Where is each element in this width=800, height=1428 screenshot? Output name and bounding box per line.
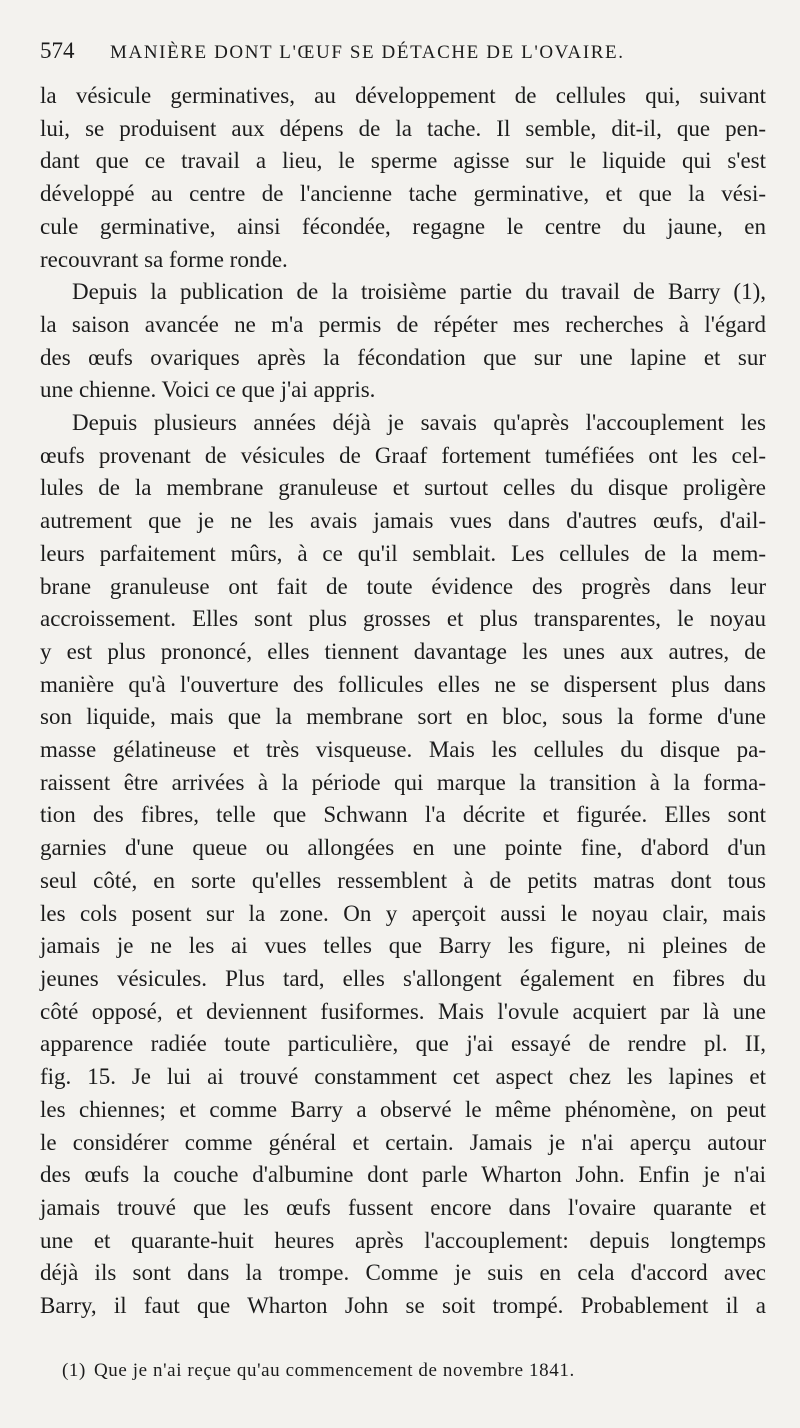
- text-line: des œufs la couche d'albumine dont parle Wharton John. Enfin je n'ai: [40, 1162, 766, 1188]
- text-line: la vésicule germinatives, au développement de cellules qui, suivant: [40, 83, 766, 108]
- text-line: œufs provenant de vésicules de Graaf fortement tuméfiées ont les cel-: [40, 442, 766, 468]
- text-line: raissent être arrivées à la période qui marque la transition à la forma-: [40, 769, 766, 795]
- text-line: tion des fibres, telle que Schwann l'a décrite et figurée. Elles sont: [40, 802, 766, 828]
- text-line: le considérer comme général et certain. Jamais je n'ai aperçu autour: [40, 1129, 766, 1155]
- text-line: une et quarante-huit heures après l'accouplement: depuis longtemps: [40, 1227, 766, 1253]
- text-line: développé au centre de l'ancienne tache germinative, et que la vési-: [40, 181, 766, 207]
- text-line: déjà ils sont dans la trompe. Comme je suis en cela d'accord avec: [40, 1260, 766, 1286]
- text-line: accroissement. Elles sont plus grosses et plus transparentes, le noyau: [40, 606, 766, 632]
- text-line: apparence radiée toute particulière, que j'ai essayé de rendre pl. II,: [40, 1031, 766, 1057]
- text-line: recouvrant sa forme ronde.: [40, 246, 288, 272]
- text-line: les chiennes; et comme Barry a observé le même phénomène, on peut: [40, 1096, 766, 1122]
- text-line: leurs parfaitement mûrs, à ce qu'il semblait. Les cellules de la mem-: [40, 540, 766, 566]
- footnote-text: Que je n'ai reçue qu'au commencement de novembre 1841.: [93, 1360, 575, 1381]
- text-line: Barry, il faut que Wharton John se soit trompé. Probablement il a: [40, 1293, 766, 1319]
- body-text: [40, 80, 766, 1323]
- text-line: Depuis plusieurs années déjà je savais qu'après l'accouplement les: [72, 410, 766, 436]
- text-line: les cols posent sur la zone. On y aperçoit aussi le noyau clair, mais: [40, 900, 766, 926]
- text-line: masse gélatineuse et très visqueuse. Mais les cellules du disque pa-: [40, 737, 766, 763]
- text-line: Depuis la publication de la troisième partie du travail de Barry (1),: [72, 279, 766, 305]
- text-line: dant que ce travail a lieu, le sperme agisse sur le liquide qui s'est: [40, 148, 766, 174]
- text-line: lui, se produisent aux dépens de la tache. Il semble, dit-il, que pen-: [40, 115, 766, 141]
- text-line: des œufs ovariques après la fécondation que sur une lapine et sur: [40, 344, 766, 370]
- text-line: seul côté, en sorte qu'elles ressemblent à de petits matras dont tous: [40, 867, 766, 893]
- text-line: lules de la membrane granuleuse et surtout celles du disque proligère: [40, 475, 766, 501]
- text-line: cule germinative, ainsi fécondée, regagne le centre du jaune, en: [40, 213, 766, 239]
- running-title: MANIÈRE DONT L'ŒUF SE DÉTACHE DE L'OVAIRE.: [110, 42, 625, 63]
- text-line: manière qu'à l'ouverture des follicules elles ne se dispersent plus dans: [40, 671, 766, 697]
- footnote: [62, 1360, 575, 1382]
- text-line: autrement que je ne les avais jamais vues dans d'autres œufs, d'ail-: [40, 508, 766, 534]
- text-line: jeunes vésicules. Plus tard, elles s'allongent également en fibres du: [40, 965, 766, 991]
- text-line: y est plus prononcé, elles tiennent davantage les unes aux autres, de: [40, 638, 766, 664]
- text-line: une chienne. Voici ce que j'ai appris.: [40, 377, 376, 403]
- text-line: la saison avancée ne m'a permis de répéter mes recherches à l'égard: [40, 311, 766, 337]
- page-number: 574: [40, 38, 75, 63]
- text-line: garnies d'une queue ou allongées en une pointe fine, d'abord d'un: [40, 835, 766, 861]
- text-line: jamais trouvé que les œufs fussent encore dans l'ovaire quarante et: [40, 1194, 766, 1220]
- text-line: brane granuleuse ont fait de toute évidence des progrès dans leur: [40, 573, 766, 599]
- text-line: son liquide, mais que la membrane sort en bloc, sous la forme d'une: [40, 704, 766, 730]
- text-line: côté opposé, et deviennent fusiformes. Mais l'ovule acquiert par là une: [40, 998, 766, 1024]
- text-line: jamais je ne les ai vues telles que Barry les figure, ni pleines de: [40, 933, 766, 959]
- running-head: [40, 38, 766, 78]
- footnote-marker: (1): [62, 1360, 86, 1381]
- text-line: fig. 15. Je lui ai trouvé constamment cet aspect chez les lapines et: [40, 1064, 766, 1090]
